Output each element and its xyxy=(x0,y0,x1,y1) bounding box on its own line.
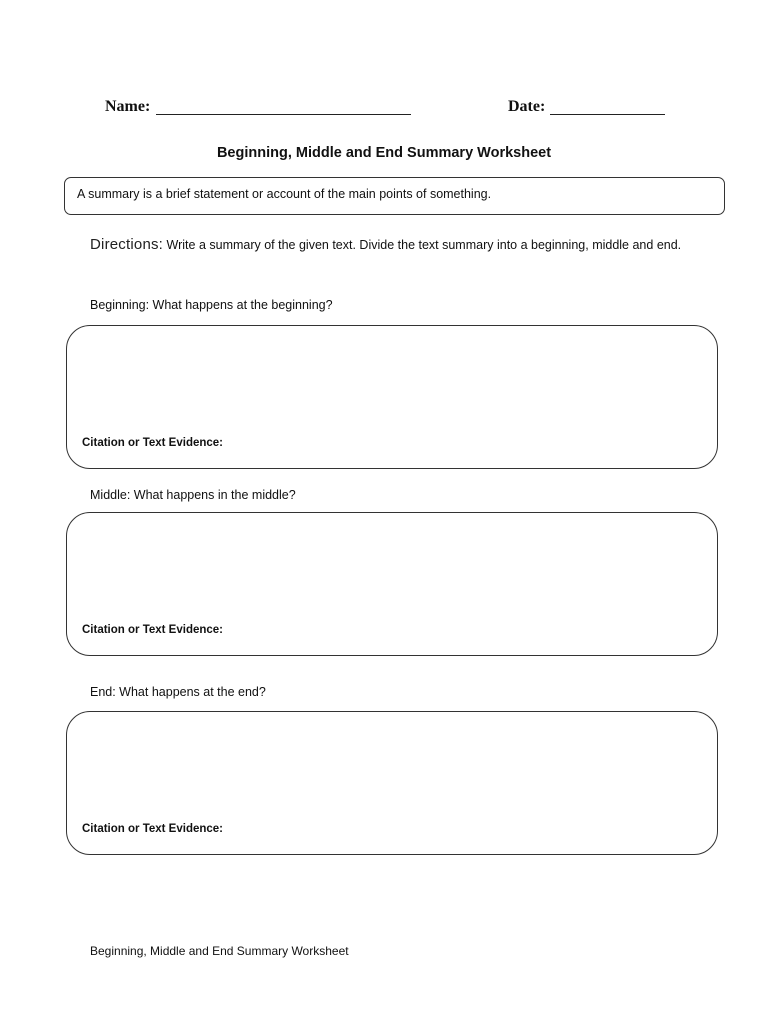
middle-citation-label: Citation or Text Evidence: xyxy=(82,624,224,636)
date-field[interactable] xyxy=(550,114,665,115)
beginning-answer-box[interactable] xyxy=(66,325,718,469)
end-answer-box[interactable] xyxy=(66,711,718,855)
middle-answer-box[interactable] xyxy=(66,512,718,656)
name-field[interactable] xyxy=(156,114,411,115)
end-citation-label: Citation or Text Evidence: xyxy=(82,823,224,835)
beginning-citation-label: Citation or Text Evidence: xyxy=(82,437,224,449)
end-prompt: End: What happens at the end? xyxy=(90,685,266,699)
beginning-prompt: Beginning: What happens at the beginning? xyxy=(90,298,333,312)
directions xyxy=(90,234,690,256)
directions-label: Directions: xyxy=(90,236,164,253)
footer-title: Beginning, Middle and End Summary Worksheet xyxy=(90,944,349,958)
definition-text: A summary is a brief statement or account of the main points of something. xyxy=(77,187,492,201)
directions-text: Write a summary of the given text. Divide the text summary into a beginning, middle and end. xyxy=(163,238,682,252)
name-label: Name: xyxy=(105,98,151,115)
date-label: Date: xyxy=(508,98,546,115)
middle-prompt: Middle: What happens in the middle? xyxy=(90,488,296,502)
definition-box xyxy=(64,177,725,215)
worksheet-title: Beginning, Middle and End Summary Worksheet xyxy=(216,145,552,161)
